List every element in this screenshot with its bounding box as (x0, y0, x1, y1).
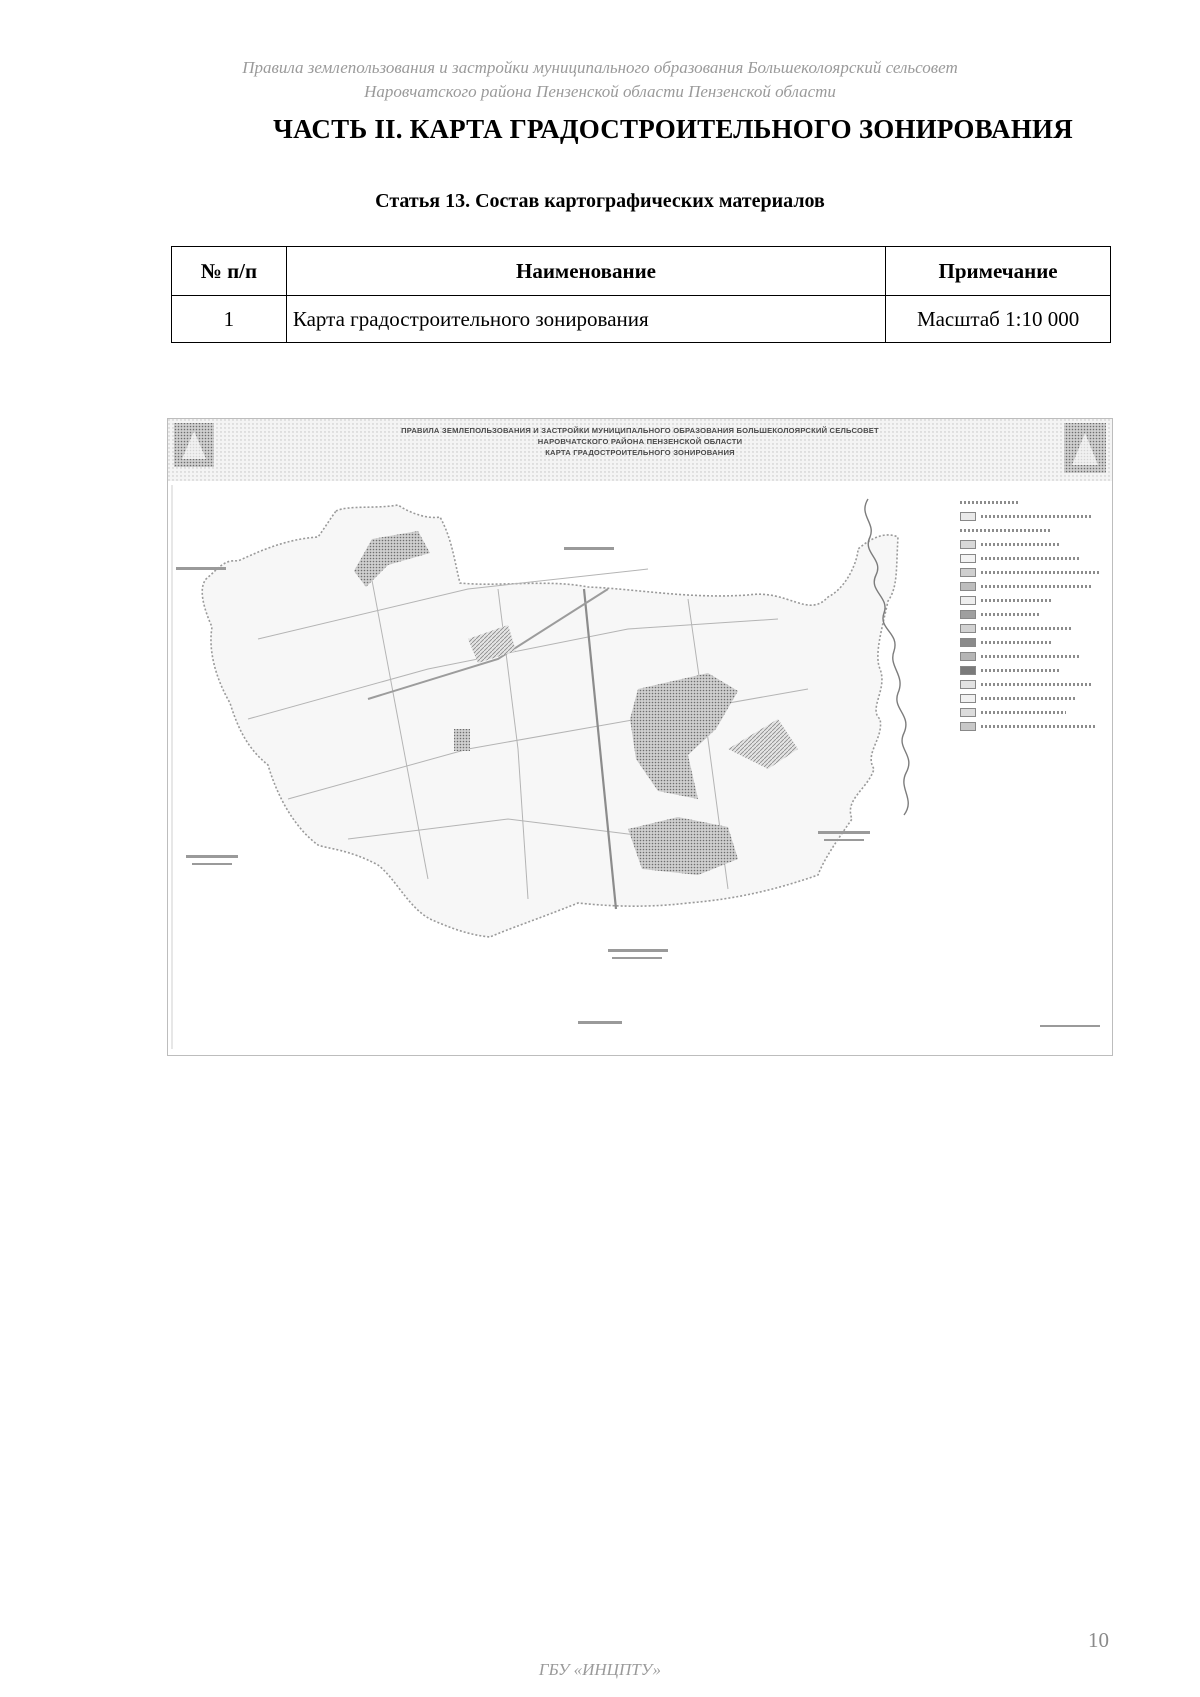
legend-item (960, 553, 1105, 563)
legend-item (960, 707, 1105, 717)
legend-item (960, 693, 1105, 703)
map-title-line-3: КАРТА ГРАДОСТРОИТЕЛЬНОГО ЗОНИРОВАНИЯ (545, 448, 735, 457)
footer: ГБУ «ИНЦПТУ» (538, 1660, 662, 1679)
map-title-line-1: ПРАВИЛА ЗЕМЛЕПОЛЬЗОВАНИЯ И ЗАСТРОЙКИ МУНИЦИПАЛЬНОГО ОБРАЗОВАНИЯ БОЛЬШЕКОЛОЯРСКИЙ СЕЛЬСОВЕТ (401, 426, 879, 435)
map-legend (960, 497, 1105, 735)
article-title: Статья 13. Состав картографических материалов (375, 190, 825, 212)
row-note-cell: Масштаб 1:10 000 (886, 296, 1111, 343)
legend-item (960, 665, 1105, 675)
page-number: 10 (1088, 1628, 1109, 1652)
materials-table (171, 246, 1111, 343)
table-header-row (172, 247, 1111, 296)
table-row (172, 296, 1111, 343)
column-header-number: № п/п (172, 247, 287, 296)
legend-item (960, 539, 1105, 549)
legend-item (960, 637, 1105, 647)
column-header-note: Примечание (886, 247, 1111, 296)
legend-item (960, 581, 1105, 591)
legend-item (960, 609, 1105, 619)
row-number-cell: 1 (172, 296, 287, 343)
legend-item (960, 651, 1105, 661)
territory-outline (202, 505, 898, 937)
legend-item (960, 595, 1105, 605)
row-name-cell: Карта градостроительного зонирования (286, 296, 885, 343)
legend-item (960, 679, 1105, 689)
map-title-line-2: НАРОВЧАТСКОГО РАЙОНА ПЕНЗЕНСКОЙ ОБЛАСТИ (537, 437, 743, 446)
legend-item (960, 511, 1105, 521)
legend-item (960, 623, 1105, 633)
part-title: ЧАСТЬ II. КАРТА ГРАДОСТРОИТЕЛЬНОГО ЗОНИРОВАНИЯ (273, 114, 1073, 144)
zoning-map-image (167, 418, 1113, 1056)
running-header-line-2: Наровчатского района Пензенской области Пензенской области (364, 82, 836, 101)
legend-item (960, 497, 1105, 507)
legend-item (960, 525, 1105, 535)
running-header (0, 56, 1200, 104)
legend-item (960, 721, 1105, 731)
column-header-name: Наименование (286, 247, 885, 296)
settlement-small (454, 729, 470, 751)
legend-item (960, 567, 1105, 577)
running-header-line-1: Правила землепользования и застройки муниципального образования Большеколоярский сельсовет (242, 58, 958, 77)
